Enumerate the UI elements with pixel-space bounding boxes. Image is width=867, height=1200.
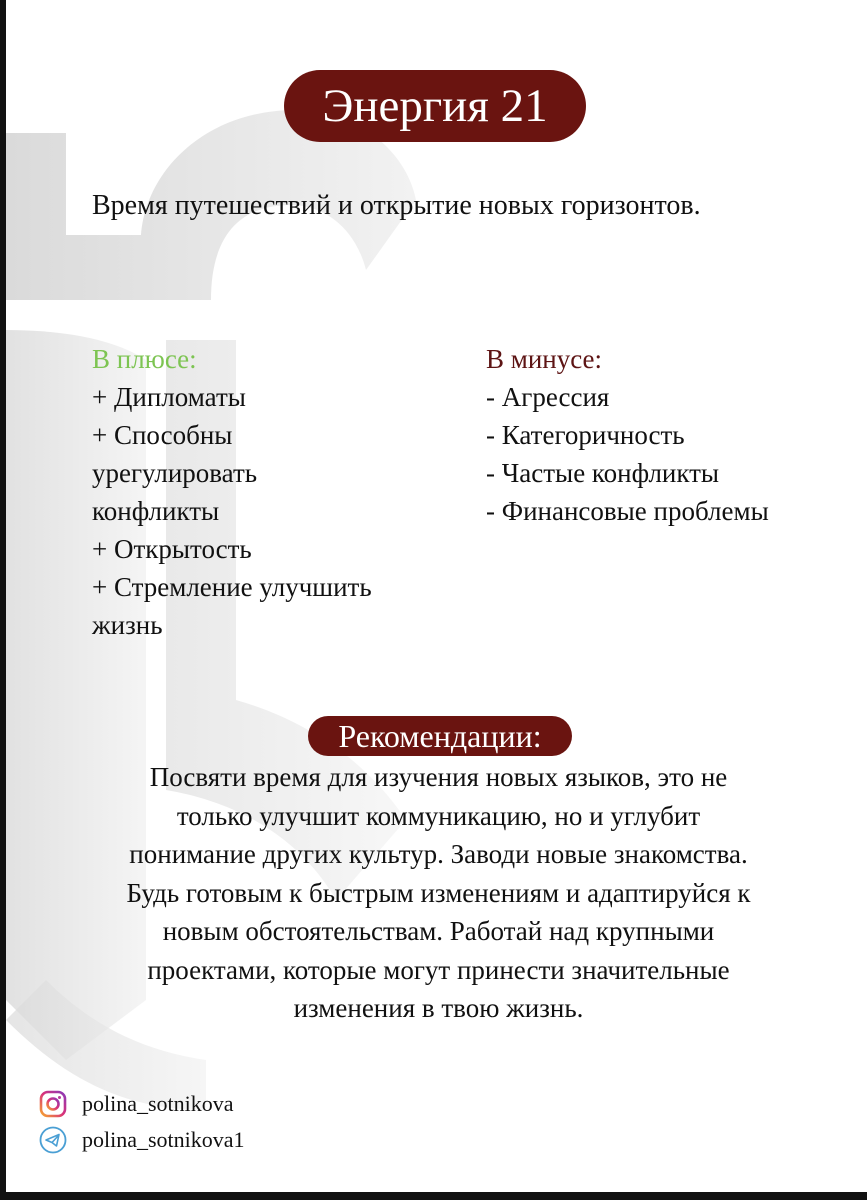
subtitle: Время путешествий и открытие новых горизонтов.: [92, 190, 701, 221]
recommendation-line: понимание других культур. Заводи новые знакомства.: [129, 839, 748, 869]
plus-line: жизнь: [92, 610, 163, 640]
instagram-handle: polina_sotnikova: [82, 1091, 234, 1116]
minus-line: - Финансовые проблемы: [486, 496, 769, 526]
recommendation-line: изменения в твою жизнь.: [293, 993, 584, 1023]
plus-heading: В плюсе:: [92, 344, 197, 374]
plus-line: + Дипломаты: [92, 382, 246, 412]
recommendation-line: Будь готовым к быстрым изменениям и адаптируйся к: [126, 877, 751, 908]
page: [6, 0, 867, 1192]
recommendation-line: только улучшит коммуникацию, но и углубит: [176, 800, 701, 831]
plus-line: + Способны: [92, 420, 233, 450]
recommendation-line: проектами, которые могут принести значительные: [147, 954, 730, 985]
telegram-icon: [38, 1125, 68, 1155]
title-badge: Энергия 21: [284, 70, 586, 142]
recommendation-line: Посвяти время для изучения новых языков, это не: [149, 762, 728, 792]
plus-line: + Стремление улучшить: [92, 572, 372, 602]
telegram-handle: polina_sotnikova1: [82, 1127, 245, 1152]
recommendations-badge: Рекомендации:: [308, 716, 572, 756]
minus-line: - Категоричность: [486, 420, 685, 450]
telegram-link[interactable]: [38, 1125, 245, 1155]
plus-line: + Открытость: [92, 534, 252, 564]
minus-line: - Частые конфликты: [486, 458, 720, 488]
minus-heading: В минусе:: [486, 344, 603, 374]
recommendation-line: новым обстоятельствам. Работай над крупными: [162, 916, 715, 946]
instagram-icon: [38, 1089, 68, 1119]
instagram-link[interactable]: [38, 1089, 234, 1119]
minus-line: - Агрессия: [486, 382, 610, 412]
plus-line: урегулировать: [92, 458, 258, 488]
minus-list: [486, 340, 856, 530]
plus-list: [92, 340, 452, 644]
plus-line: конфликты: [92, 496, 220, 526]
recommendations-text: [56, 758, 821, 1028]
